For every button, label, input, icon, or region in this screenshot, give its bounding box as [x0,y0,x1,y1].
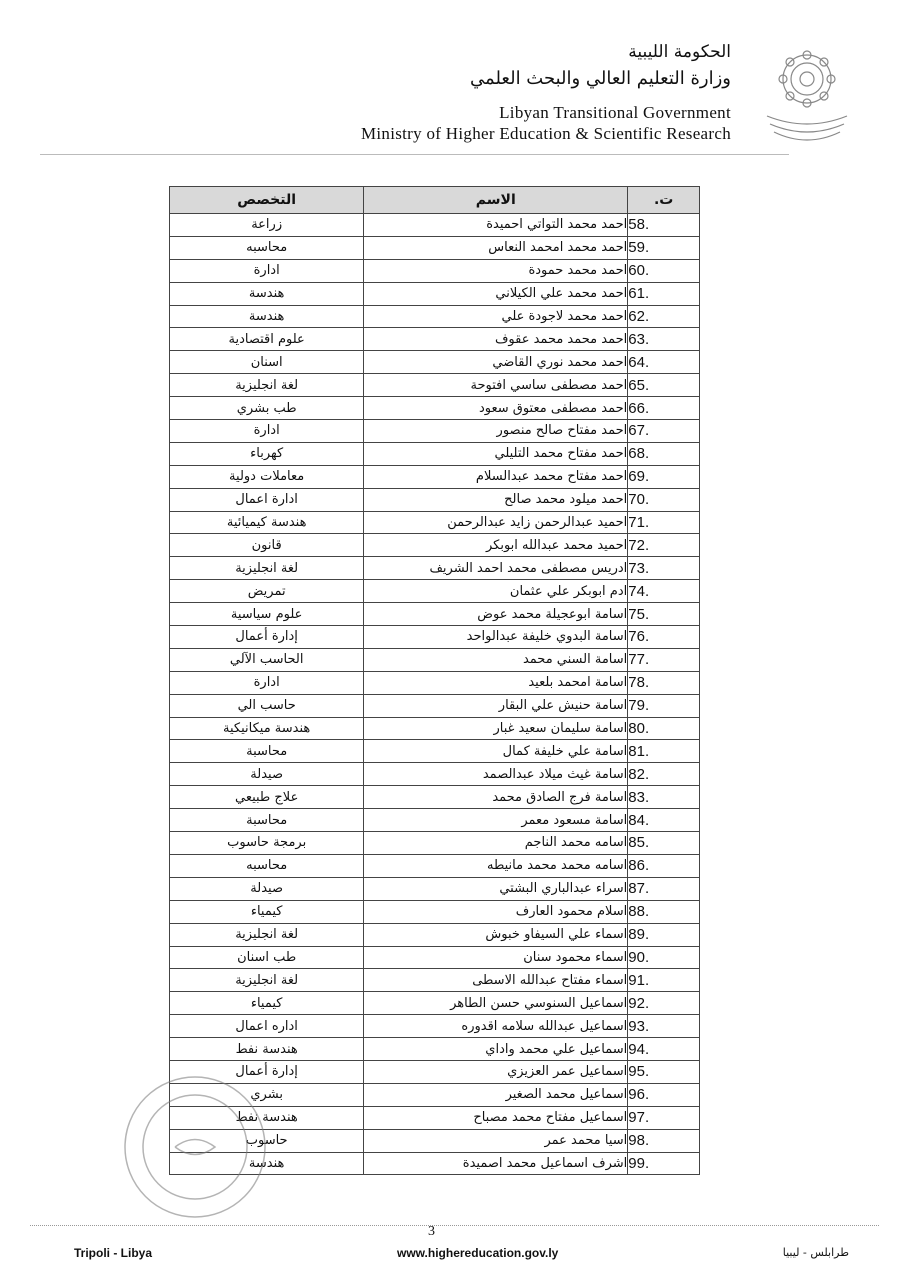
row-number: 65. [628,374,700,397]
row-name: اسامة فرج الصادق محمد [364,786,628,809]
row-name: احميد عبدالرحمن زايد عبدالرحمن [364,511,628,534]
row-specialization: الحاسب الآلي [170,648,364,671]
row-specialization: حاسب الي [170,694,364,717]
page-number: 3 [428,1224,435,1239]
government-name-english: Libyan Transitional Government [499,103,731,122]
row-number: 75. [628,603,700,626]
row-number: 99. [628,1152,700,1175]
row-specialization: كيمياء [170,992,364,1015]
row-name: اسامه محمد الناجم [364,832,628,855]
table-row [170,694,700,717]
row-specialization: اسنان [170,351,364,374]
table-row [170,442,700,465]
row-name: احمد مصطفى ساسي افتوحة [364,374,628,397]
table-row [170,763,700,786]
row-specialization: هندسة نفط [170,1038,364,1061]
table-row [170,648,700,671]
row-specialization: صيدلة [170,877,364,900]
row-number: 74. [628,580,700,603]
row-number: 64. [628,351,700,374]
row-number: 76. [628,626,700,649]
row-number: 81. [628,740,700,763]
row-specialization: صيدلة [170,763,364,786]
row-number: 98. [628,1129,700,1152]
row-number: 84. [628,809,700,832]
row-number: 60. [628,259,700,282]
row-name: احمد محمد نوري القاضي [364,351,628,374]
footer-website: www.highereducation.gov.ly [397,1246,559,1260]
row-specialization: معاملات دولية [170,465,364,488]
row-specialization: محاسبه [170,854,364,877]
row-specialization: محاسبه [170,236,364,259]
table-row [170,488,700,511]
row-name: احمد مصطفى معتوق سعود [364,397,628,420]
row-specialization: ادارة [170,420,364,443]
table-row [170,351,700,374]
row-specialization: كهرباء [170,442,364,465]
row-specialization: هندسة [170,282,364,305]
row-specialization: اداره اعمال [170,1015,364,1038]
row-name: اسامة امحمد بلعيد [364,671,628,694]
row-name: اسامة سليمان سعيد غبار [364,717,628,740]
row-number: 83. [628,786,700,809]
table-row [170,236,700,259]
row-number: 67. [628,420,700,443]
row-specialization: علوم سياسية [170,603,364,626]
table-row [170,328,700,351]
row-number: 79. [628,694,700,717]
row-specialization: إدارة أعمال [170,1060,364,1083]
row-name: ادم ابوبكر علي عثمان [364,580,628,603]
column-header-specialization: التخصص [170,187,364,214]
ministry-emblem-icon [762,44,852,154]
column-header-name: الاسم [364,187,628,214]
row-specialization: هندسة نفط [170,1106,364,1129]
row-specialization: علوم اقتصادية [170,328,364,351]
table-row [170,305,700,328]
row-name: اسامة البدوي خليفة عبدالواحد [364,626,628,649]
table-row [170,809,700,832]
table-row [170,557,700,580]
row-name: اسماء محمود سنان [364,946,628,969]
row-number: 82. [628,763,700,786]
row-name: اسماعيل عمر العزيزي [364,1060,628,1083]
row-number: 92. [628,992,700,1015]
official-stamp-icon [120,1072,270,1222]
row-number: 62. [628,305,700,328]
table-row [170,969,700,992]
table-row [170,717,700,740]
row-name: احمد مفتاح محمد عبدالسلام [364,465,628,488]
row-specialization: علاج طبيعي [170,786,364,809]
row-number: 85. [628,832,700,855]
row-name: احمد محمد التواتي احميدة [364,214,628,237]
row-specialization: لغة انجليزية [170,557,364,580]
column-header-number: ت. [628,187,700,214]
row-specialization: كيمياء [170,900,364,923]
footer-divider [30,1225,879,1226]
row-specialization: بشري [170,1083,364,1106]
row-number: 71. [628,511,700,534]
table-row [170,946,700,969]
table-row [170,397,700,420]
row-name: احمد مفتاح محمد التليلي [364,442,628,465]
row-name: احمد محمد لاجودة علي [364,305,628,328]
row-number: 73. [628,557,700,580]
row-number: 72. [628,534,700,557]
table-row [170,282,700,305]
row-specialization: لغة انجليزية [170,923,364,946]
row-number: 78. [628,671,700,694]
row-specialization: طب اسنان [170,946,364,969]
row-number: 58. [628,214,700,237]
table-header-row [170,187,700,214]
row-name: اسماعيل علي محمد واداي [364,1038,628,1061]
table-row [170,923,700,946]
row-name: اسامه محمد محمد مانيطه [364,854,628,877]
table-row [170,626,700,649]
row-number: 69. [628,465,700,488]
table-row [170,259,700,282]
row-specialization: هندسة ميكانيكية [170,717,364,740]
row-name: اسامة حنيش علي البقار [364,694,628,717]
row-specialization: حاسوب [170,1129,364,1152]
row-name: اسماء مفتاح عبدالله الاسطى [364,969,628,992]
row-specialization: زراعة [170,214,364,237]
footer-city-english: Tripoli - Libya [74,1246,153,1260]
row-number: 90. [628,946,700,969]
row-name: احمد محمد محمد عقوف [364,328,628,351]
row-specialization: إدارة أعمال [170,626,364,649]
row-number: 80. [628,717,700,740]
row-specialization: محاسبة [170,809,364,832]
row-number: 93. [628,1015,700,1038]
row-name: اسماعيل عبدالله سلامه اقدوره [364,1015,628,1038]
row-specialization: ادارة [170,259,364,282]
row-number: 87. [628,877,700,900]
row-number: 61. [628,282,700,305]
row-name: اسامة علي خليفة كمال [364,740,628,763]
row-name: اسماء علي السيفاو خبوش [364,923,628,946]
row-specialization: محاسبة [170,740,364,763]
row-name: اسامة غيث ميلاد عبدالصمد [364,763,628,786]
row-number: 94. [628,1038,700,1061]
table-row [170,580,700,603]
row-name: اسامة مسعود معمر [364,809,628,832]
row-name: اسماعيل محمد الصغير [364,1083,628,1106]
row-specialization: لغة انجليزية [170,374,364,397]
row-number: 86. [628,854,700,877]
row-number: 59. [628,236,700,259]
table-row [170,854,700,877]
row-number: 97. [628,1106,700,1129]
table-row [170,877,700,900]
row-number: 96. [628,1083,700,1106]
table-row [170,992,700,1015]
row-name: اشرف اسماعيل محمد اصميدة [364,1152,628,1175]
row-name: اسيا محمد عمر [364,1129,628,1152]
candidates-table [169,186,700,1175]
row-specialization: قانون [170,534,364,557]
table-row [170,511,700,534]
row-number: 77. [628,648,700,671]
row-specialization: لغة انجليزية [170,969,364,992]
row-specialization: هندسة كيميائية [170,511,364,534]
row-name: اسلام محمود العارف [364,900,628,923]
table-row [170,603,700,626]
table-row [170,786,700,809]
letterhead [0,0,909,160]
row-specialization: هندسة [170,305,364,328]
row-name: اسماعيل السنوسي حسن الطاهر [364,992,628,1015]
row-number: 68. [628,442,700,465]
ministry-name-english: Ministry of Higher Education & Scientific Research [360,124,731,143]
row-name: اسماعيل مفتاح محمد مصباح [364,1106,628,1129]
row-specialization: ادارة [170,671,364,694]
row-specialization: طب بشري [170,397,364,420]
row-name: احمد محمد امحمد النعاس [364,236,628,259]
row-number: 89. [628,923,700,946]
row-name: اسامة السني محمد [364,648,628,671]
government-name-arabic: الحكومة الليبية [628,42,731,62]
table-row [170,900,700,923]
table-row [170,374,700,397]
row-name: احمد محمد حمودة [364,259,628,282]
row-number: 70. [628,488,700,511]
row-name: احمد محمد علي الكيلاني [364,282,628,305]
table-row [170,832,700,855]
row-specialization: تمريض [170,580,364,603]
row-specialization: ادارة اعمال [170,488,364,511]
row-name: ادريس مصطفى محمد احمد الشريف [364,557,628,580]
row-name: احمد ميلود محمد صالح [364,488,628,511]
row-name: احمد مفتاح صالح منصور [364,420,628,443]
row-name: اسراء عبدالباري البشتي [364,877,628,900]
footer-city-arabic: طرابلس - ليبيا [782,1246,849,1259]
row-name: احميد محمد عبدالله ابوبكر [364,534,628,557]
table-row [170,534,700,557]
row-number: 95. [628,1060,700,1083]
row-number: 66. [628,397,700,420]
table-row [170,214,700,237]
header-divider [40,154,789,155]
table-row [170,671,700,694]
row-number: 63. [628,328,700,351]
row-specialization: هندسة [170,1152,364,1175]
table-row [170,465,700,488]
row-specialization: برمجة حاسوب [170,832,364,855]
row-number: 91. [628,969,700,992]
ministry-name-arabic: وزارة التعليم العالي والبحث العلمي [470,68,731,89]
row-number: 88. [628,900,700,923]
table-row [170,1038,700,1061]
table-row [170,740,700,763]
table-row [170,1015,700,1038]
table-row [170,420,700,443]
row-name: اسامة ابوعجيلة محمد عوض [364,603,628,626]
